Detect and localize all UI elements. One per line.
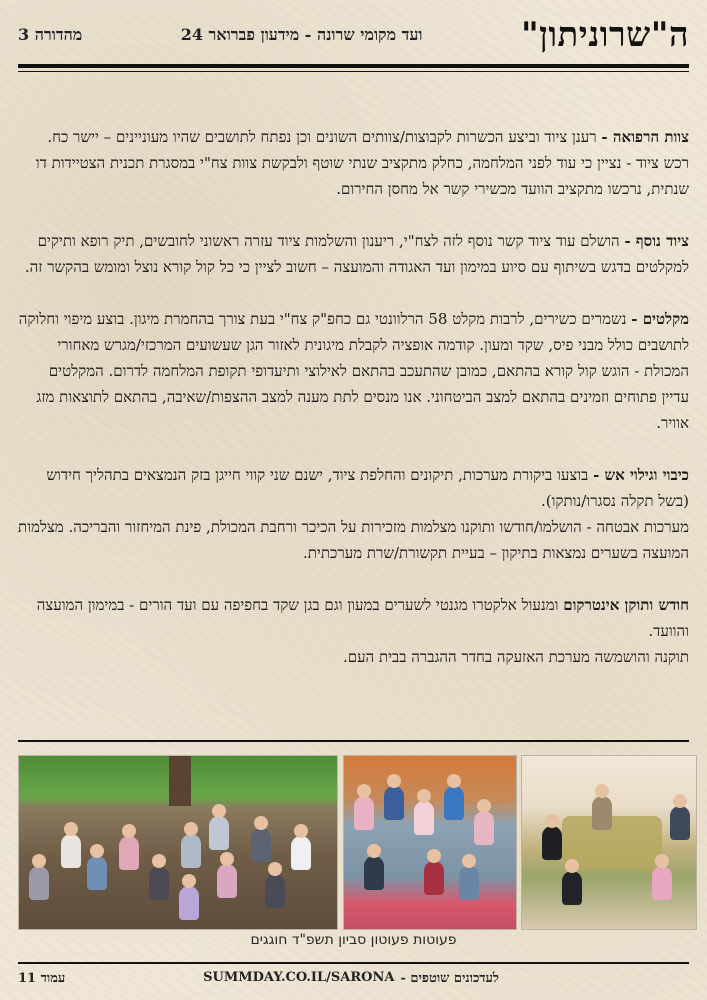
child-figure — [291, 836, 311, 870]
section-paragraph: רכש ציוד - נציין כי עוד לפני המלחמה, כחלק מתקציב שנתי שוטף ולבקשת צוות צח"י במסגרת תכנית הצטיידות דו שנתית, נרכשו מתקציב הוועד מכשירי קשר אל מחסן החירום. — [35, 154, 689, 198]
section-paragraph — [18, 462, 689, 514]
site-link[interactable]: SUMMDAY.CO.IL/SARONA — [203, 970, 395, 985]
section-shelters — [18, 306, 689, 436]
section-extra-equipment — [18, 228, 689, 280]
section-text: הושלם עוד ציוד קשר נוסף לזה לצח"י, ריענון והשלמות ציוד עזרה ראשוני לחובשים, תיק רופא ותיקים למקלטים בדגש בשיתוף עם סיוע במימון ועד האגודה והמועצה – חשוב לציין כי כל קול קורא נוצל ומומש בהקשר זה. — [24, 232, 689, 276]
child-figure — [384, 786, 404, 820]
child-figure — [61, 834, 81, 868]
section-paragraph: מערכות אבטחה - הושלמו/חודשו ותוקנו מצלמות מזכירות על הכיכר ורחבת המכולת, פינת המיחזור והבריכה. מצלמות המועצה בשערים נמצאות בתיקון – בעיית תקשורת/שרת מערכתית. — [18, 518, 689, 562]
edition-number: מהדורה 3 — [18, 25, 83, 44]
child-figure — [670, 806, 690, 840]
section-intercom — [18, 592, 689, 670]
child-figure — [217, 864, 237, 898]
child-figure — [542, 826, 562, 860]
photo-caption: פעוטות פעוטון סביון תשפ"ד חוגגים — [250, 932, 457, 948]
photo-strip — [18, 755, 695, 928]
section-fire-safety — [18, 462, 689, 566]
child-figure — [209, 816, 229, 850]
page-footer — [18, 966, 689, 990]
child-figure — [459, 866, 479, 900]
section-heading: חודש ותוקן אינטרקום — [563, 596, 689, 614]
section-text: בוצעו ביקורת מערכות, תיקונים והחלפת ציוד, ישנם שני קווי חייגן בזק הנמצאים בתהליך חידוש (בשל תקלה נסגרו/נותקו). — [46, 466, 689, 510]
child-figure — [592, 796, 612, 830]
child-figure — [181, 834, 201, 868]
photo-kids-party-table — [521, 755, 697, 930]
tree-trunk — [169, 756, 191, 806]
section-paragraph — [18, 124, 689, 150]
header-rule-thick — [18, 64, 689, 68]
child-figure — [474, 811, 494, 845]
child-figure — [265, 874, 285, 908]
section-text: ומנעול אלקטרו מגנטי לשערים במעון וגם בגן שקד בחפיפה עם ועד הורים - במימון המועצה והוועד. — [36, 596, 689, 640]
photo-kids-garden — [18, 755, 338, 930]
article-body — [18, 124, 689, 696]
section-heading: כיבוי וגילוי אש - — [593, 466, 689, 484]
photos-divider — [18, 740, 689, 742]
child-figure — [29, 866, 49, 900]
section-heading: ציוד נוסף - — [624, 232, 689, 250]
section-paragraph: תוקנה והושמשה מערכת האזעקה בחדר ההגברה בבית העם. — [342, 648, 689, 666]
child-figure — [251, 828, 271, 862]
section-text: נשמרים כשירים, לרבות מקלט 58 הרלוונטי גם כחפ"ק צח"י בעת צורך בהחמרת מיגון. בוצע מיפוי וחלוקה לתושבים כולל מבני פיס, שקד ומעון. קודמה אופציה לקבלת מיגונית לאזור הגן שעשועים המרכזי/מגרש מאחורי המכולת - הוגש קול קורא בהתאם, כמובן שהתעכב בהתאם לאילוצי ותיעדופי תקופת המלחמה לדרום. המקלטים עדיין פתוחים וזמינים בהתאם למצב הביטחוני. אנו מנסים לתת מענה למצב ההצפות/שאיבה, בהתאם לתוצאות מזג אוויר. — [18, 310, 689, 432]
updates-label: לעדכונים שוטפים - — [400, 971, 499, 986]
child-figure — [414, 801, 434, 835]
section-heading: צוות הרפואה - — [601, 128, 689, 146]
section-medical-team — [18, 124, 689, 202]
section-text: רענן ציוד וביצע הכשרות לקבוצות/צוותים השונים וכן נפתח לתושבים שהיו מעוניינים – יישר כח. — [47, 128, 597, 146]
newsletter-masthead: ה"שרוניתון" — [520, 15, 689, 55]
newsletter-subtitle: ועד מקומי שרונה - מידעון פברואר 24 — [180, 25, 423, 44]
child-figure — [354, 796, 374, 830]
page-number: עמוד 11 — [18, 971, 66, 986]
footer-site — [203, 970, 499, 986]
child-figure — [87, 856, 107, 890]
child-figure — [119, 836, 139, 870]
section-paragraph — [18, 592, 689, 644]
header-rule-thin — [18, 71, 689, 72]
section-paragraph — [18, 306, 689, 436]
page-header — [18, 10, 689, 60]
child-figure — [149, 866, 169, 900]
section-heading: מקלטים - — [631, 310, 689, 328]
child-figure — [652, 866, 672, 900]
footer-rule — [18, 962, 689, 964]
child-figure — [562, 871, 582, 905]
child-figure — [444, 786, 464, 820]
child-figure — [424, 861, 444, 895]
photo-kids-playroom — [343, 755, 517, 930]
child-figure — [364, 856, 384, 890]
child-figure — [179, 886, 199, 920]
section-paragraph — [18, 228, 689, 280]
